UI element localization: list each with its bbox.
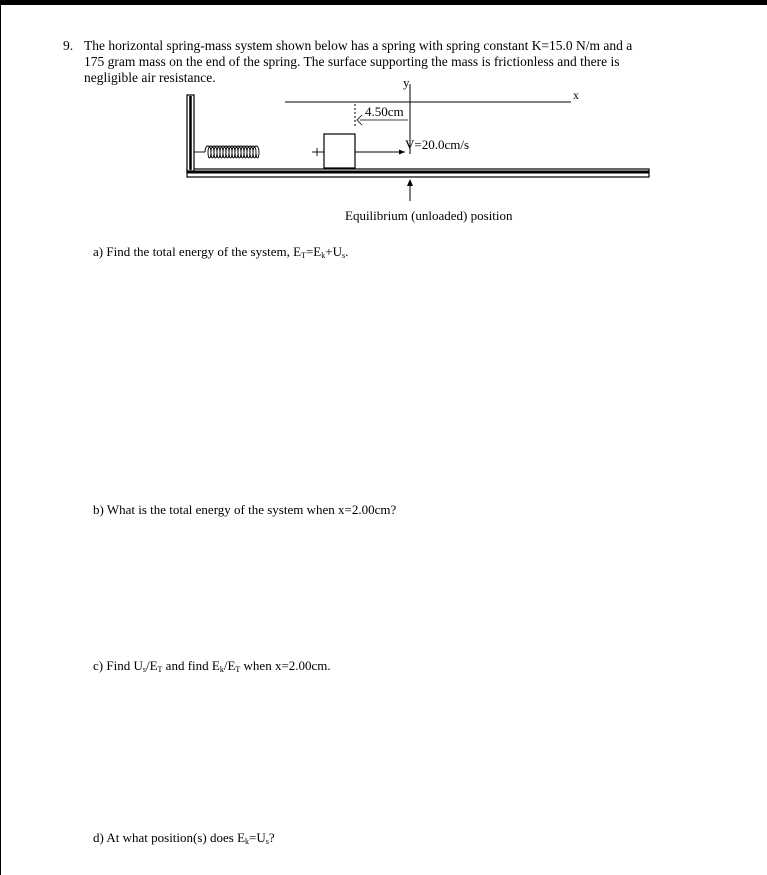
question-c: c) Find $U_s/E_T$ and find $E_k/E_T$ when x=2.00cm. xyxy=(93,658,331,674)
problem-number: 9. xyxy=(63,38,74,53)
problem-line-2: 175 gram mass on the end of the spring. The surface supporting the mass is frictionless and there is xyxy=(84,54,620,69)
equilibrium-label: Equilibrium (unloaded) position xyxy=(345,208,513,223)
question-b: b) What is the total energy of the system when x=2.00cm? xyxy=(93,502,397,517)
question-a: a) Find the total energy of the system, $E_T=E_k+U_s$. xyxy=(93,244,349,260)
spring xyxy=(194,146,324,158)
x-axis-label: x xyxy=(573,88,579,102)
mass-block xyxy=(324,134,355,168)
y-axis-label: y xyxy=(403,75,410,90)
spring-mass-diagram xyxy=(1,1,767,241)
problem-line-1: The horizontal spring-mass system shown below has a spring with spring constant K=15.0 N/m and a xyxy=(84,38,633,53)
question-d: d) At what position(s) does $E_k=U_s$? xyxy=(93,830,275,846)
problem-line-3: negligible air resistance. xyxy=(84,70,216,85)
velocity-label: V=20.0cm/s xyxy=(405,137,470,152)
amplitude-label: 4.50cm xyxy=(365,104,404,119)
